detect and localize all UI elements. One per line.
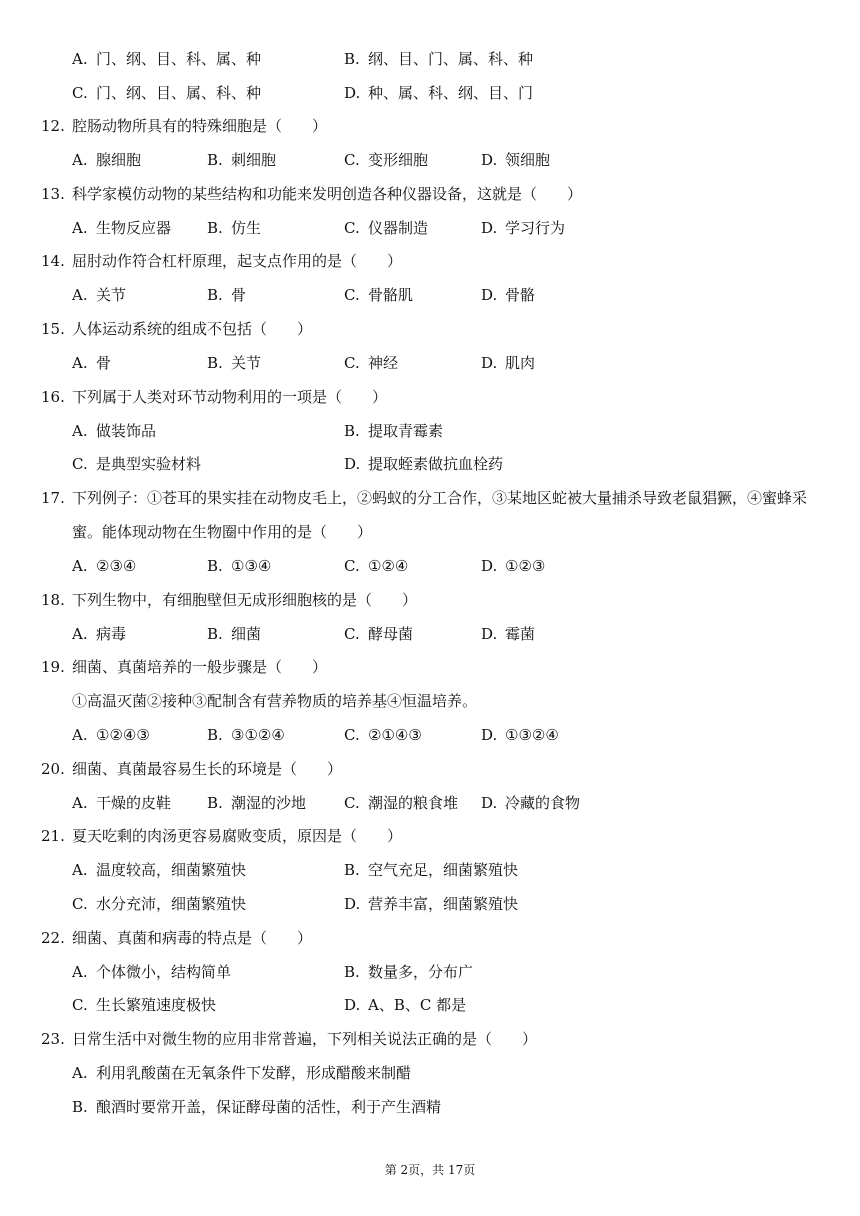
option-letter: A.: [72, 354, 88, 372]
option-letter: D.: [481, 354, 498, 372]
question-text-continuation: 蜜。能体现动物在生物圈中作用的是（ ）: [72, 523, 373, 541]
option-letter: C.: [72, 84, 88, 102]
question-text: 屈肘动作符合杠杆原理，起支点作用的是（ ）: [72, 252, 403, 270]
answer-option: [344, 285, 413, 305]
option-text: ①③④: [231, 557, 272, 575]
option-text: ③①②④: [231, 726, 285, 744]
question-text: 科学家模仿动物的某些结构和功能来发明创造各种仪器设备，这就是（ ）: [72, 185, 583, 203]
option-text: 做装饰品: [96, 422, 157, 440]
question-number: 23.: [41, 1030, 65, 1048]
option-text: ①②④③: [96, 726, 150, 744]
option-letter: B.: [207, 794, 223, 812]
answer-option: [344, 624, 413, 644]
option-letter: A.: [72, 1064, 88, 1082]
option-letter: C.: [344, 151, 360, 169]
option-text: 腺细胞: [96, 151, 142, 169]
answer-option: [72, 556, 136, 576]
option-letter: A.: [72, 151, 88, 169]
answer-option: [344, 860, 518, 880]
option-letter: B.: [207, 219, 223, 237]
option-letter: B.: [344, 861, 360, 879]
option-text: 骨骼肌: [368, 286, 414, 304]
option-text: 水分充沛，细菌繁殖快: [96, 895, 247, 913]
question-number: 21.: [41, 827, 65, 845]
option-text: 利用乳酸菌在无氧条件下发酵，形成醋酸来制醋: [96, 1064, 412, 1082]
option-letter: B.: [207, 625, 223, 643]
option-letter: C.: [344, 557, 360, 575]
answer-option: [72, 1097, 441, 1117]
option-text: 酵母菌: [368, 625, 414, 643]
answer-option: [344, 83, 533, 103]
answer-option: [72, 150, 141, 170]
answer-option: [72, 793, 171, 813]
answer-option: [72, 454, 201, 474]
option-text: 骨骼: [505, 286, 536, 304]
option-letter: D.: [481, 557, 498, 575]
question-text-continuation: ①高温灭菌②接种③配制含有营养物质的培养基④恒温培养。: [72, 692, 478, 710]
option-letter: D.: [344, 996, 361, 1014]
option-letter: C.: [344, 219, 360, 237]
option-text: 关节: [96, 286, 127, 304]
answer-option: [344, 793, 458, 813]
option-letter: A.: [72, 625, 88, 643]
option-letter: C.: [72, 455, 88, 473]
answer-option: [481, 556, 545, 576]
question-text: 细菌、真菌和病毒的特点是（ ）: [72, 929, 313, 947]
option-text: ①②③: [505, 557, 546, 575]
answer-option: [344, 454, 503, 474]
answer-option: [207, 285, 246, 305]
option-text: 生长繁殖速度极快: [96, 996, 217, 1014]
option-text: 领细胞: [505, 151, 551, 169]
option-text: 冷藏的食物: [505, 794, 581, 812]
option-letter: A.: [72, 422, 88, 440]
option-text: 提取蛭素做抗血栓药: [368, 455, 504, 473]
option-text: 骨: [96, 354, 112, 372]
option-text: ②①④③: [368, 726, 422, 744]
answer-option: [481, 725, 559, 745]
option-letter: D.: [344, 455, 361, 473]
option-letter: D.: [481, 726, 498, 744]
question-text: 下列生物中，有细胞壁但无成形细胞核的是（ ）: [72, 591, 418, 609]
option-letter: D.: [344, 84, 361, 102]
option-text: 神经: [368, 354, 399, 372]
option-text: 纲、目、门、属、科、种: [368, 50, 534, 68]
option-text: 生物反应器: [96, 219, 172, 237]
question-number: 14.: [41, 252, 65, 270]
answer-option: [481, 150, 550, 170]
answer-option: [481, 624, 535, 644]
answer-option: [72, 725, 150, 745]
option-text: 门、纲、目、科、属、种: [96, 50, 262, 68]
answer-option: [344, 894, 518, 914]
option-letter: B.: [344, 422, 360, 440]
option-letter: B.: [344, 963, 360, 981]
option-letter: C.: [344, 625, 360, 643]
answer-option: [481, 793, 580, 813]
option-text: 骨: [231, 286, 247, 304]
question-number: 12.: [41, 117, 65, 135]
question-text: 下列例子：①苍耳的果实挂在动物皮毛上，②蚂蚁的分工合作，③某地区蛇被大量捕杀导致老鼠猖獗，④蜜蜂采: [72, 489, 808, 507]
option-text: 潮湿的沙地: [231, 794, 307, 812]
answer-option: [344, 218, 428, 238]
option-letter: C.: [72, 996, 88, 1014]
option-letter: B.: [207, 726, 223, 744]
option-text: 刺细胞: [231, 151, 277, 169]
answer-option: [344, 150, 428, 170]
option-letter: C.: [344, 354, 360, 372]
option-letter: A.: [72, 963, 88, 981]
question-number: 22.: [41, 929, 65, 947]
option-text: 仿生: [231, 219, 262, 237]
answer-option: [344, 49, 533, 69]
option-text: 是典型实验材料: [96, 455, 202, 473]
answer-option: [344, 962, 473, 982]
option-letter: B.: [72, 1098, 88, 1116]
option-letter: A.: [72, 50, 88, 68]
option-text: 温度较高，细菌繁殖快: [96, 861, 247, 879]
answer-option: [72, 1063, 411, 1083]
option-text: 数量多，分布广: [368, 963, 474, 981]
question-number: 19.: [41, 658, 65, 676]
option-text: 提取青霉素: [368, 422, 444, 440]
option-letter: D.: [481, 625, 498, 643]
answer-option: [72, 894, 246, 914]
answer-option: [481, 218, 565, 238]
option-text: ①③②④: [505, 726, 559, 744]
answer-option: [207, 725, 285, 745]
question-number: 16.: [41, 388, 65, 406]
question-number: 18.: [41, 591, 65, 609]
option-letter: B.: [207, 557, 223, 575]
question-number: 15.: [41, 320, 65, 338]
option-text: 病毒: [96, 625, 127, 643]
answer-option: [344, 353, 398, 373]
answer-option: [72, 218, 171, 238]
question-number: 17.: [41, 489, 65, 507]
answer-option: [72, 49, 261, 69]
question-number: 20.: [41, 760, 65, 778]
question-text: 日常生活中对微生物的应用非常普遍，下列相关说法正确的是（ ）: [72, 1030, 538, 1048]
option-letter: A.: [72, 557, 88, 575]
answer-option: [72, 962, 231, 982]
option-text: 变形细胞: [368, 151, 429, 169]
question-text: 下列属于人类对环节动物利用的一项是（ ）: [72, 388, 388, 406]
option-text: 仪器制造: [368, 219, 429, 237]
answer-option: [207, 353, 261, 373]
option-letter: C.: [72, 895, 88, 913]
answer-option: [72, 624, 126, 644]
answer-option: [72, 421, 156, 441]
option-text: 营养丰富，细菌繁殖快: [368, 895, 519, 913]
answer-option: [207, 793, 306, 813]
answer-option: [344, 725, 422, 745]
option-letter: D.: [344, 895, 361, 913]
answer-option: [207, 218, 261, 238]
option-letter: B.: [207, 354, 223, 372]
answer-option: [207, 556, 271, 576]
option-letter: C.: [344, 794, 360, 812]
option-letter: D.: [481, 151, 498, 169]
answer-option: [72, 995, 216, 1015]
option-text: 肌肉: [505, 354, 536, 372]
question-text: 人体运动系统的组成不包括（ ）: [72, 320, 313, 338]
option-text: 种、属、科、纲、目、门: [368, 84, 534, 102]
option-text: 学习行为: [505, 219, 566, 237]
option-letter: A.: [72, 726, 88, 744]
option-letter: A.: [72, 286, 88, 304]
option-letter: B.: [207, 151, 223, 169]
option-text: 潮湿的粮食堆: [368, 794, 459, 812]
answer-option: [207, 150, 276, 170]
question-text: 细菌、真菌培养的一般步骤是（ ）: [72, 658, 328, 676]
option-letter: B.: [207, 286, 223, 304]
answer-option: [344, 995, 466, 1015]
answer-option: [72, 860, 246, 880]
option-letter: C.: [344, 286, 360, 304]
option-text: 霉菌: [505, 625, 536, 643]
option-letter: B.: [344, 50, 360, 68]
option-text: A、B、C 都是: [368, 996, 467, 1014]
option-text: 酿酒时要常开盖，保证酵母菌的活性，利于产生酒精: [96, 1098, 442, 1116]
answer-option: [72, 353, 111, 373]
option-text: 空气充足，细菌繁殖快: [368, 861, 519, 879]
option-text: ①②④: [368, 557, 409, 575]
page-footer: 第 2页，共 17页: [384, 1163, 476, 1177]
answer-option: [344, 421, 443, 441]
option-letter: A.: [72, 219, 88, 237]
answer-option: [481, 353, 535, 373]
option-text: ②③④: [96, 557, 137, 575]
option-text: 干燥的皮鞋: [96, 794, 172, 812]
answer-option: [72, 83, 261, 103]
option-letter: A.: [72, 794, 88, 812]
option-letter: D.: [481, 794, 498, 812]
answer-option: [207, 624, 261, 644]
option-text: 门、纲、目、属、科、种: [96, 84, 262, 102]
option-text: 个体微小，结构简单: [96, 963, 232, 981]
question-number: 13.: [41, 185, 65, 203]
option-letter: D.: [481, 219, 498, 237]
answer-option: [72, 285, 126, 305]
option-text: 关节: [231, 354, 262, 372]
option-letter: C.: [344, 726, 360, 744]
question-text: 细菌、真菌最容易生长的环境是（ ）: [72, 760, 343, 778]
option-letter: D.: [481, 286, 498, 304]
question-text: 夏天吃剩的肉汤更容易腐败变质，原因是（ ）: [72, 827, 403, 845]
answer-option: [344, 556, 408, 576]
option-letter: A.: [72, 861, 88, 879]
option-text: 细菌: [231, 625, 262, 643]
question-text: 腔肠动物所具有的特殊细胞是（ ）: [72, 117, 328, 135]
answer-option: [481, 285, 535, 305]
